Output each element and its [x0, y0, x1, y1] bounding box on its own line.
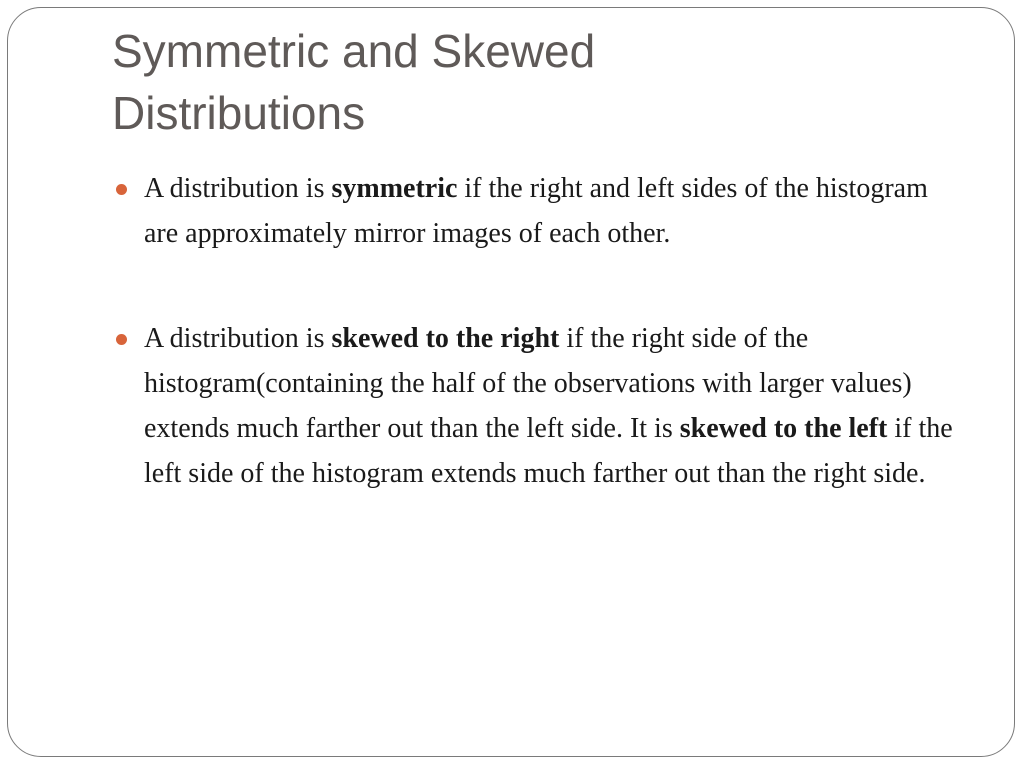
bullet-skewed: [116, 316, 956, 496]
bullet-bold-term: skewed to the right: [331, 323, 560, 354]
bullet-symmetric: [116, 166, 956, 256]
bullet-bold-term: symmetric: [331, 173, 458, 204]
bullet-text: if the right and left sides of the histogram are approximately mirror images of each other.: [144, 173, 928, 249]
slide-title: [112, 20, 932, 144]
bullet-text: if the right side of the histogram(containing the half of the observations with larger values) extends much farther out than the left side. It is: [144, 323, 912, 444]
bullet-list: [116, 166, 956, 556]
bullet-text: A distribution is: [144, 173, 332, 204]
bullet-text: if the left side of the histogram extends much farther out than the right side.: [144, 413, 953, 489]
slide-title-line-1: Symmetric and Skewed: [112, 25, 596, 77]
bullet-text: A distribution is: [144, 323, 332, 354]
slide-title-line-2: Distributions: [112, 87, 366, 139]
bullet-dot-icon: [116, 184, 127, 195]
bullet-dot-icon: [116, 334, 127, 345]
bullet-bold-term: skewed to the left: [679, 413, 888, 444]
